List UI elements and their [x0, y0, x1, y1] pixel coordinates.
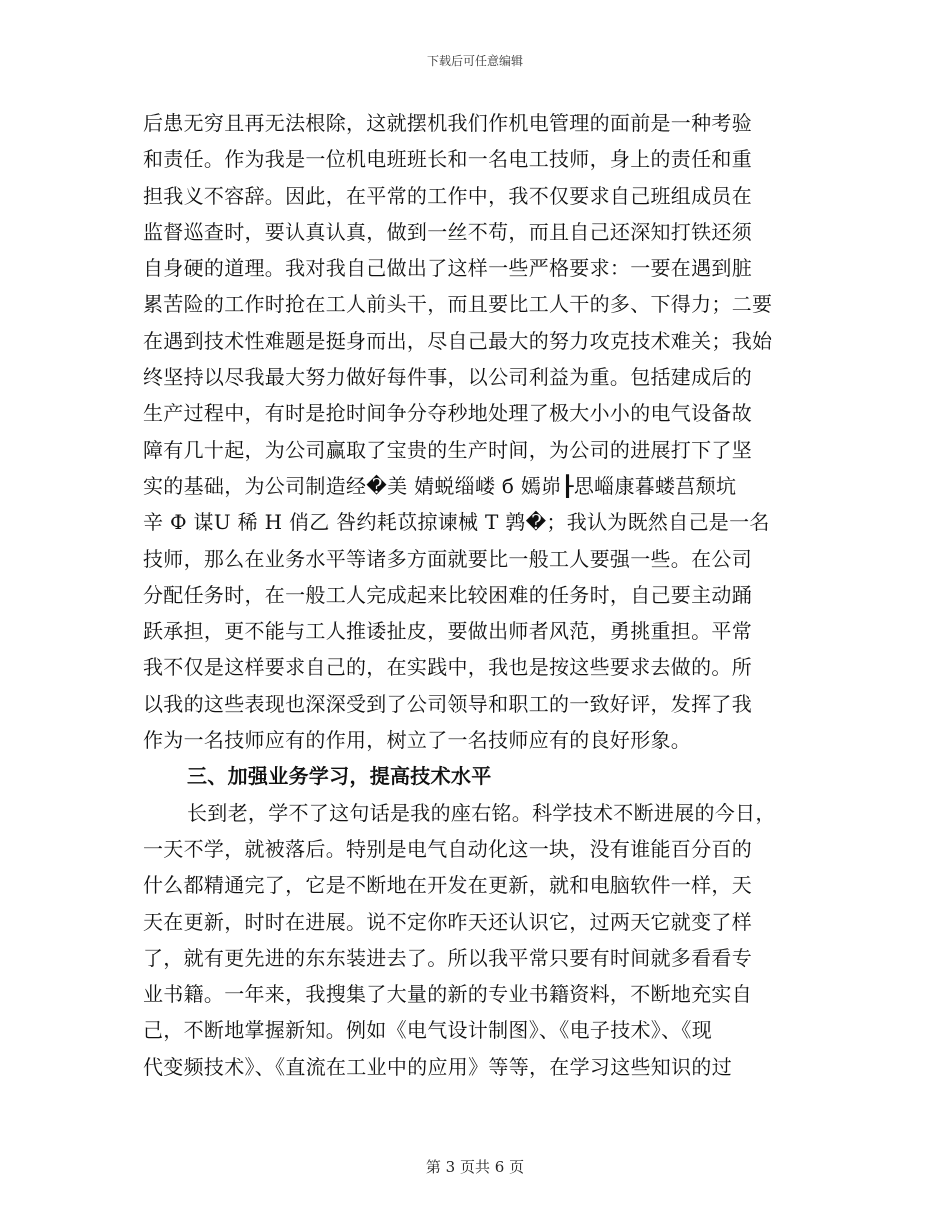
paragraph-line: 担我义不容辞。因此，在平常的工作中，我不仅要求自己班组成员在 — [143, 183, 752, 208]
paragraph-line: 代变频技术》、《直流在工业中的应用》等等，在学习这些知识的过 — [143, 1054, 732, 1079]
paragraph-line: 生产过程中，有时是抢时间争分夺秒地处理了极大小小的电气设备故 — [143, 401, 752, 426]
paragraph-line: 障有几十起，为公司赢取了宝贵的生产时间，为公司的进展打下了坚 — [143, 437, 752, 462]
paragraph-line: 我不仅是这样要求自己的，在实践中，我也是按这些要求去做的。所 — [143, 655, 752, 680]
body-text — [143, 105, 815, 1085]
paragraph-line: 己，不断地掌握新知。例如《电气设计制图》、《电子技术》、《现 — [143, 1018, 712, 1043]
paragraph-line: 跃承担，更不能与工人推诿扯皮，要做出师者风范，勇挑重担。平常 — [143, 619, 752, 644]
paragraph-line: 辛 Ф 谋U 稀 H 俏乙 咎约耗苡掠谏械 T 鹑�；我认为既然自己是一名 — [143, 510, 770, 535]
paragraph-line: 天在更新，时时在进展。说不定你昨天还认识它，过两天它就变了样 — [143, 909, 752, 934]
paragraph-line: 后患无穷且再无法根除，这就摆机我们作机电管理的面前是一种考验 — [143, 111, 752, 135]
paragraph-line: 以我的这些表现也深深受到了公司领导和职工的一致好评，发挥了我 — [143, 691, 752, 716]
paragraph-line: 一天不学，就被落后。特别是电气自动化这一块，没有谁能百分百的 — [143, 836, 752, 861]
paragraph-line: 在遇到技术性难题是挺身而出，尽自己最大的努力攻克技术难关；我始 — [143, 328, 773, 353]
paragraph-line: 终坚持以尽我最大努力做好每件事，以公司利益为重。包括建成后的 — [143, 365, 752, 390]
paragraph-line: 分配任务时，在一般工人完成起来比较困难的任务时，自己要主动踊 — [143, 582, 752, 607]
page-header: 下载后可任意编辑 — [426, 54, 523, 68]
paragraph-line: 累苦险的工作时抢在工人前头干，而且要比工人干的多、下得力；二要 — [143, 292, 773, 317]
paragraph-line: 长到老，学不了这句话是我的座右铭。科学技术不断进展的今日， — [187, 800, 776, 825]
paragraph-line: 技师，那么在业务水平等诸多方面就要比一般工人要强一些。在公司 — [143, 546, 752, 571]
paragraph-line: 监督巡查时，要认真认真，做到一丝不苟，而且自己还深知打铁还须 — [143, 219, 752, 244]
paragraph-line: 自身硬的道理。我对我自己做出了这样一些严格要求：一要在遇到脏 — [143, 256, 752, 281]
paragraph-line: 业书籍。一年来，我搜集了大量的新的专业书籍资料，不断地充实自 — [143, 982, 752, 1007]
paragraph-line: 作为一名技师应有的作用，树立了一名技师应有的良好形象。 — [143, 728, 692, 753]
paragraph-line: 实的基础，为公司制造经�美 婧蜕缁嵝 б 嫣峁┠思崰康暮蝼莒颓坑 — [143, 473, 737, 498]
paragraph-line: 了，就有更先进的东东装进去了。所以我平常只要有时间就多看看专 — [143, 945, 752, 970]
section-heading: 三、加强业务学习，提高技术水平 — [187, 764, 492, 789]
paragraph-line: 什么都精通完了，它是不断地在开发在更新，就和电脑软件一样，天 — [143, 873, 752, 898]
paragraph-line: 和责任。作为我是一位机电班班长和一名电工技师，身上的责任和重 — [143, 147, 752, 172]
page-footer: 第 3 页共 6 页 — [425, 1158, 525, 1176]
